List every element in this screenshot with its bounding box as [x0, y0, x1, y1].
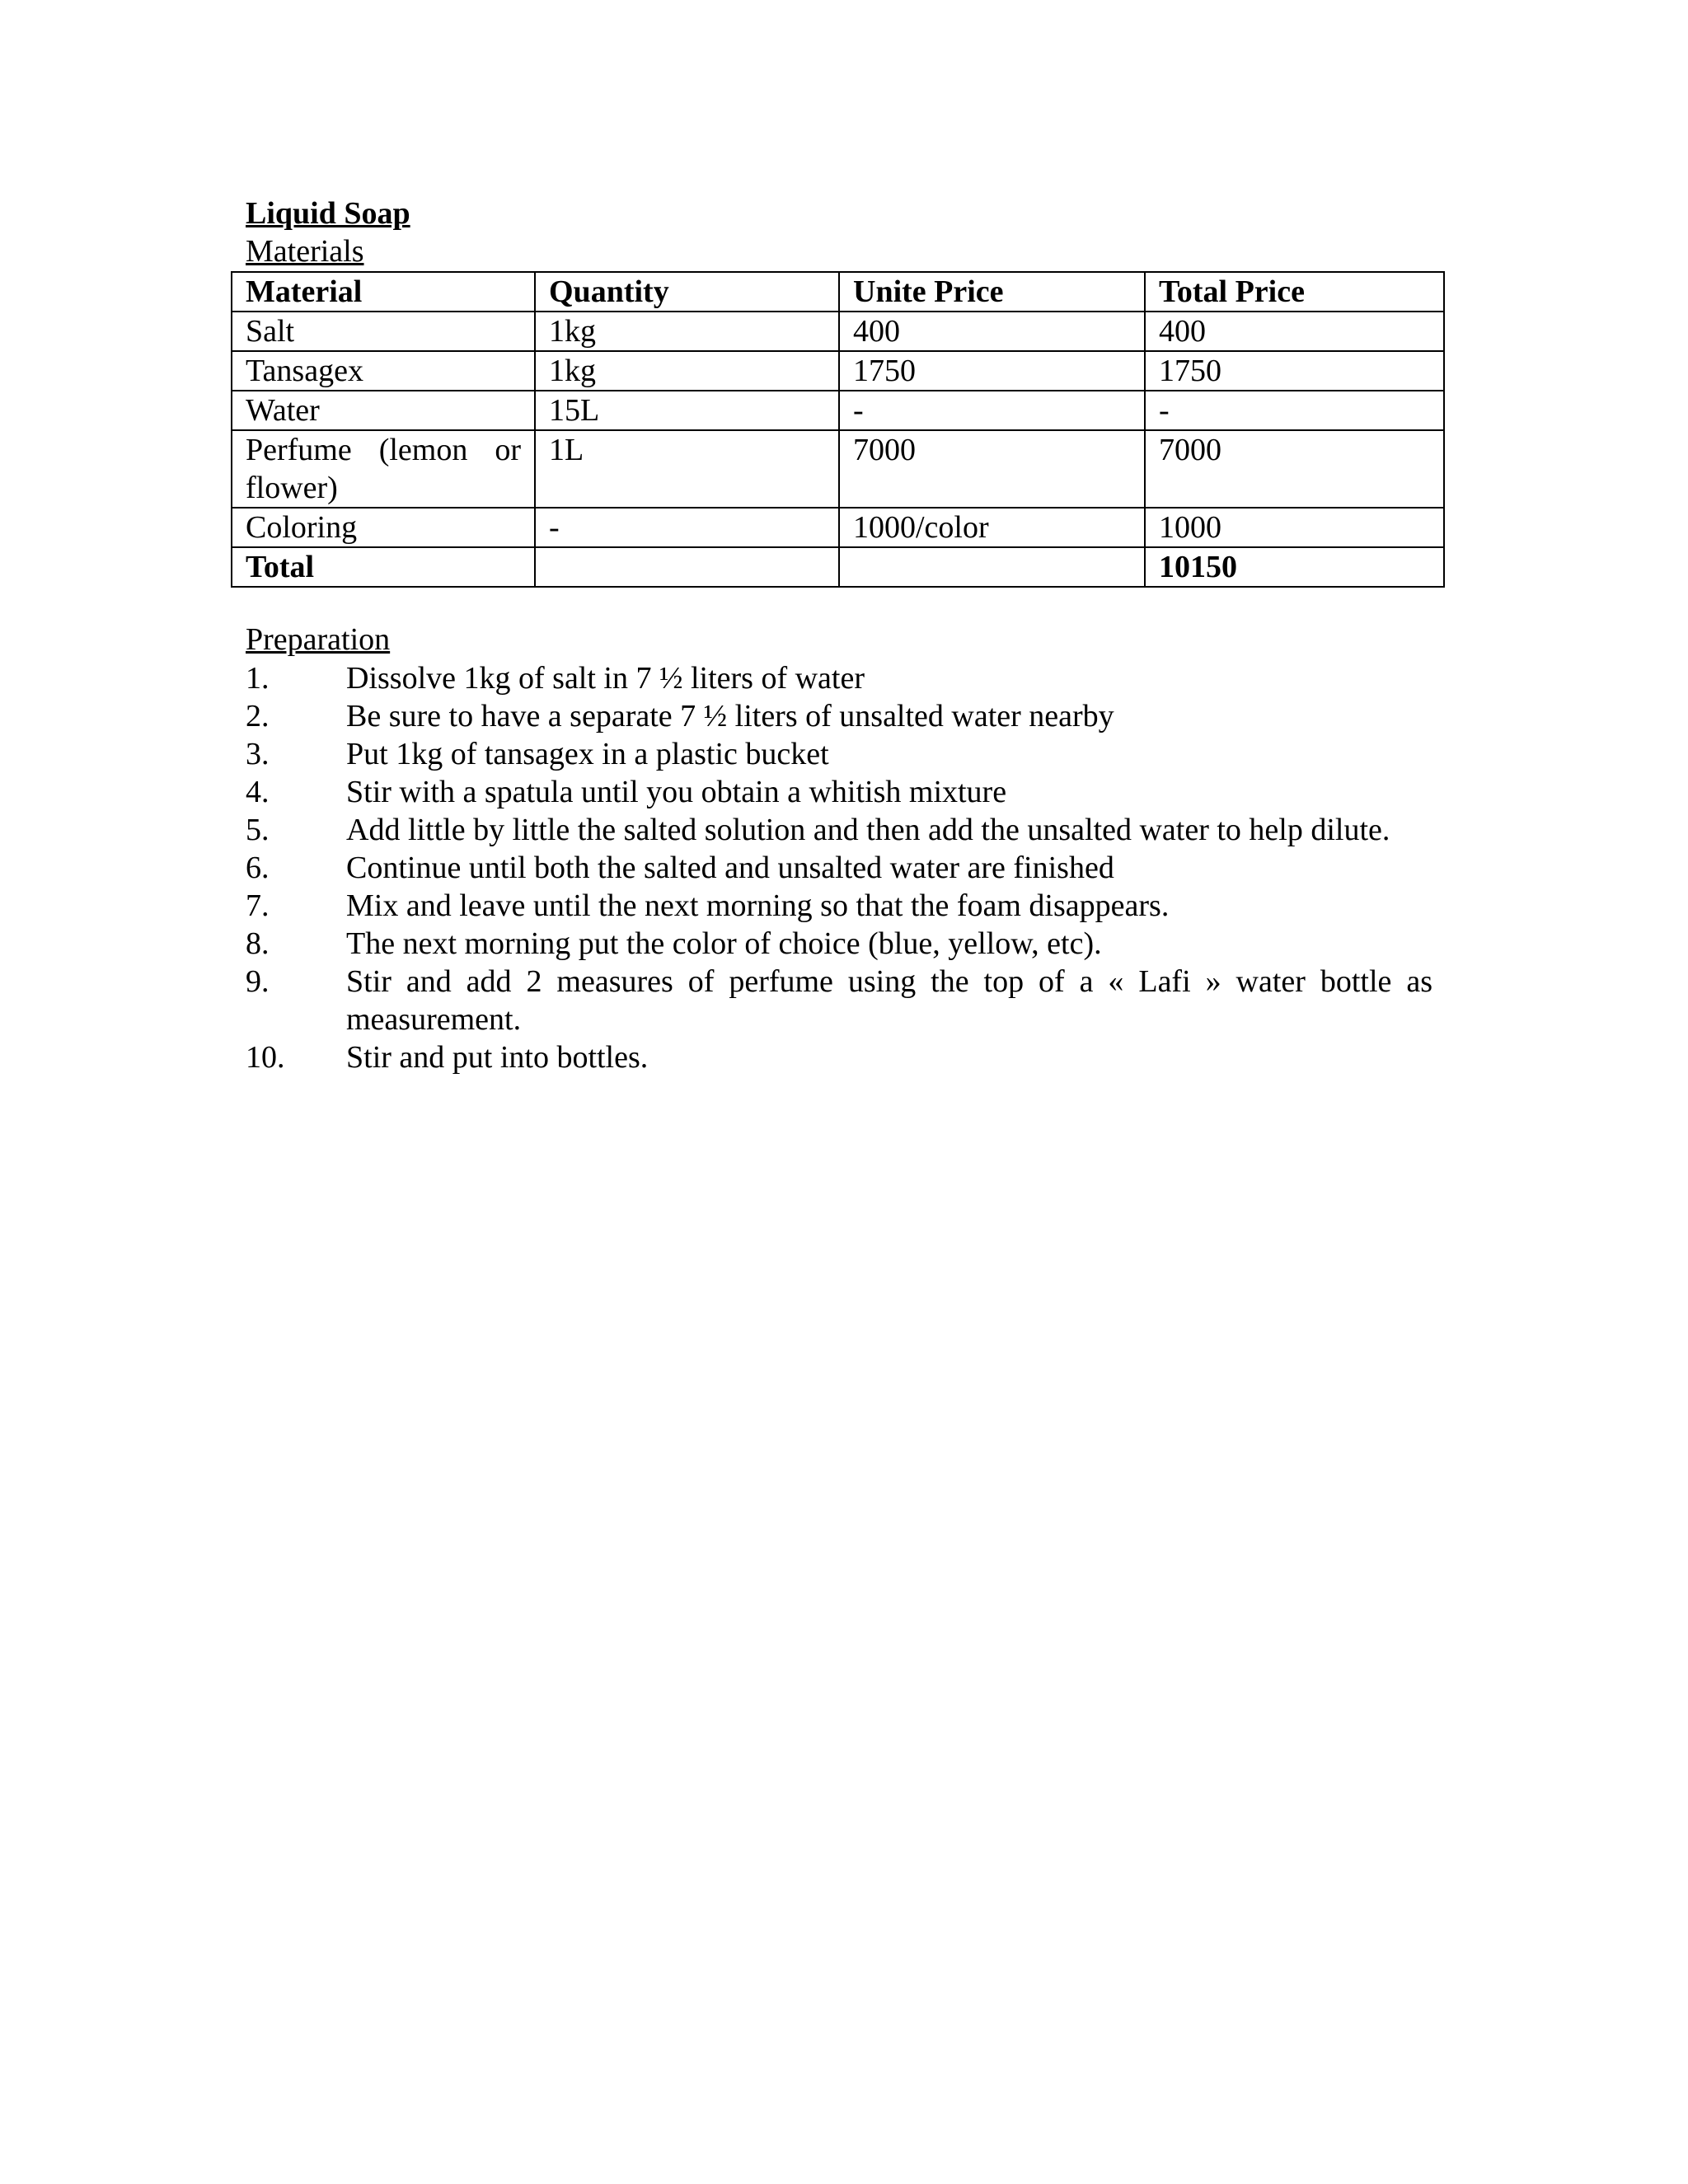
step-number: 3. — [246, 737, 270, 771]
step-text: Stir and put into bottles. — [346, 1040, 649, 1075]
cell-unit-price: 1000/color — [839, 508, 1145, 547]
list-item — [246, 811, 1432, 849]
cell-total-price: 400 — [1145, 312, 1444, 351]
step-number: 1. — [246, 661, 270, 696]
step-text: Stir with a spatula until you obtain a whitish mixture — [346, 775, 1007, 809]
cell-unit-price: 1750 — [839, 351, 1145, 391]
step-number: 6. — [246, 851, 270, 885]
table-row — [232, 351, 1444, 391]
table-row — [232, 508, 1444, 547]
cell-quantity: 1L — [535, 430, 839, 508]
cell-quantity: 15L — [535, 391, 839, 430]
cell-total-price: 1000 — [1145, 508, 1444, 547]
cell-quantity: 1kg — [535, 312, 839, 351]
cell-quantity: - — [535, 508, 839, 547]
step-text: Dissolve 1kg of salt in 7 ½ liters of water — [346, 661, 865, 696]
preparation-steps — [246, 659, 1432, 1076]
step-number: 10. — [246, 1040, 285, 1075]
total-unit-price — [839, 547, 1145, 587]
step-text: Add little by little the salted solution and then add the unsalted water to help dilute. — [346, 813, 1390, 847]
list-item — [246, 849, 1432, 887]
cell-quantity: 1kg — [535, 351, 839, 391]
cell-unit-price: 400 — [839, 312, 1145, 351]
header-material: Material — [232, 272, 535, 312]
document-title: Liquid Soap — [246, 196, 410, 231]
cell-material: Tansagex — [232, 351, 535, 391]
cell-total-price: 7000 — [1145, 430, 1444, 508]
cell-material: Water — [232, 391, 535, 430]
table-row — [232, 430, 1444, 508]
total-label: Total — [232, 547, 535, 587]
step-number: 9. — [246, 964, 270, 999]
list-item — [246, 1038, 1432, 1076]
step-number: 7. — [246, 888, 270, 923]
step-text: Be sure to have a separate 7 ½ liters of unsalted water nearby — [346, 699, 1114, 733]
cell-material: Coloring — [232, 508, 535, 547]
cell-total-price: 1750 — [1145, 351, 1444, 391]
cell-total-price: - — [1145, 391, 1444, 430]
table-row — [232, 312, 1444, 351]
step-number: 4. — [246, 775, 270, 809]
cell-material: Salt — [232, 312, 535, 351]
step-number: 5. — [246, 813, 270, 847]
list-item — [246, 659, 1432, 697]
step-text: Mix and leave until the next morning so that the foam disappears. — [346, 888, 1170, 923]
materials-table — [231, 271, 1445, 588]
list-item — [246, 963, 1432, 1038]
table-row — [232, 391, 1444, 430]
step-text: The next morning put the color of choice (blue, yellow, etc). — [346, 926, 1102, 961]
step-text: Stir and add 2 measures of perfume using the top of a « Lafi » water bottle as measurement. — [346, 964, 1432, 1037]
step-number: 8. — [246, 926, 270, 961]
step-text: Put 1kg of tansagex in a plastic bucket — [346, 737, 829, 771]
total-value: 10150 — [1145, 547, 1444, 587]
header-total-price: Total Price — [1145, 272, 1444, 312]
list-item — [246, 697, 1432, 735]
preparation-heading: Preparation — [246, 622, 391, 657]
list-item — [246, 925, 1432, 963]
cell-unit-price: 7000 — [839, 430, 1145, 508]
cell-unit-price: - — [839, 391, 1145, 430]
header-quantity: Quantity — [535, 272, 839, 312]
table-total-row — [232, 547, 1444, 587]
list-item — [246, 735, 1432, 773]
cell-material: Perfume (lemon or flower) — [232, 430, 535, 508]
total-quantity — [535, 547, 839, 587]
header-unit-price: Unite Price — [839, 272, 1145, 312]
list-item — [246, 887, 1432, 925]
step-text: Continue until both the salted and unsalted water are finished — [346, 851, 1114, 885]
step-number: 2. — [246, 699, 270, 733]
list-item — [246, 773, 1432, 811]
materials-heading: Materials — [246, 234, 364, 269]
table-header-row — [232, 272, 1444, 312]
